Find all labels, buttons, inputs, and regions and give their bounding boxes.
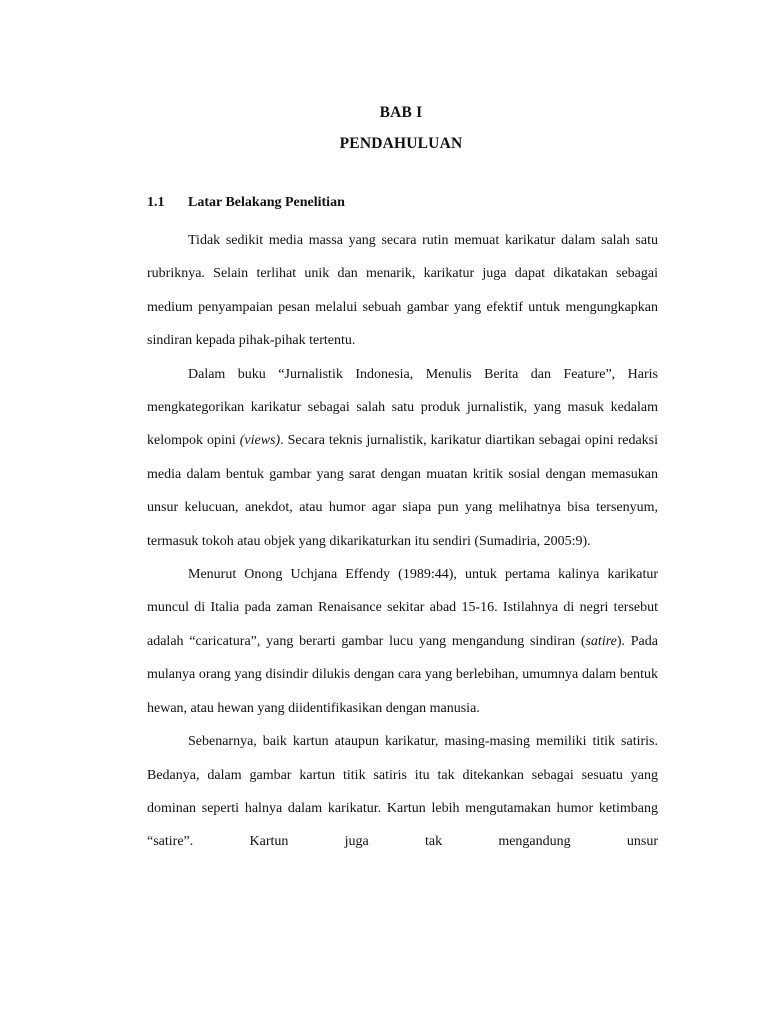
paragraph-text: Menurut Onong Uchjana Effendy (1989:44), untuk pertama kalinya karikatur muncul di Italia pada zaman Renaisance sekitar abad 15-16. Istilahnya di negri tersebut adalah “caricatura”, yang berarti gambar lucu yang mengandung sindiran ( <box>147 567 658 649</box>
paragraph-text: Tidak sedikit media massa yang secara rutin memuat karikatur dalam salah satu rubriknya. Selain terlihat unik dan menarik, karikatur juga dapat dikatakan sebagai medium penyampaian pesan melalui sebuah gambar yang efektif untuk mengungkapkan sindiran kepada pihak-pihak tertentu. <box>147 233 658 349</box>
paragraph <box>147 558 658 725</box>
paragraph <box>147 224 658 358</box>
body-text <box>147 224 658 859</box>
paragraph-text: Sebenarnya, baik kartun ataupun karikatur, masing-masing memiliki titik satiris. Bedanya, dalam gambar kartun titik satiris itu tak ditekankan sebagai sesuatu yang dominan seperti halnya dalam karikatur. Kartun lebih mengutamakan humor ketimbang “satire”. Kartun juga tak mengandung unsur <box>147 734 658 850</box>
paragraph-text: . Secara teknis jurnalistik, karikatur diartikan sebagai opini redaksi media dalam bentuk gambar yang sarat dengan muatan kritik sosial dengan memasukan unsur kelucuan, anekdot, atau humor agar siapa pun yang melihatnya bisa tersenyum, termasuk tokoh atau objek yang dikarikaturkan itu sendiri (Sumadiria, 2005:9). <box>147 433 658 549</box>
section-title: Latar Belakang Penelitian <box>188 195 345 210</box>
paragraph-text: ). Pada mulanya orang yang disindir dilukis dengan cara yang berlebihan, umumnya dalam bentuk hewan, atau hewan yang diidentifikasikan dengan manusia. <box>147 633 658 716</box>
section-heading <box>147 195 345 211</box>
chapter-number: BAB I <box>379 104 423 121</box>
section-number: 1.1 <box>147 195 165 210</box>
chapter-title: PENDAHULUAN <box>339 135 463 152</box>
paragraph <box>147 358 658 558</box>
italic-term: satire <box>585 633 617 649</box>
italic-term: (views) <box>239 433 281 449</box>
paragraph <box>147 725 658 859</box>
paragraph-text: Dalam buku “Jurnalistik Indonesia, Menulis Berita dan Feature”, Haris mengkategorikan karikatur sebagai salah satu produk jurnalistik, yang masuk kedalam kelompok opini <box>147 366 658 449</box>
